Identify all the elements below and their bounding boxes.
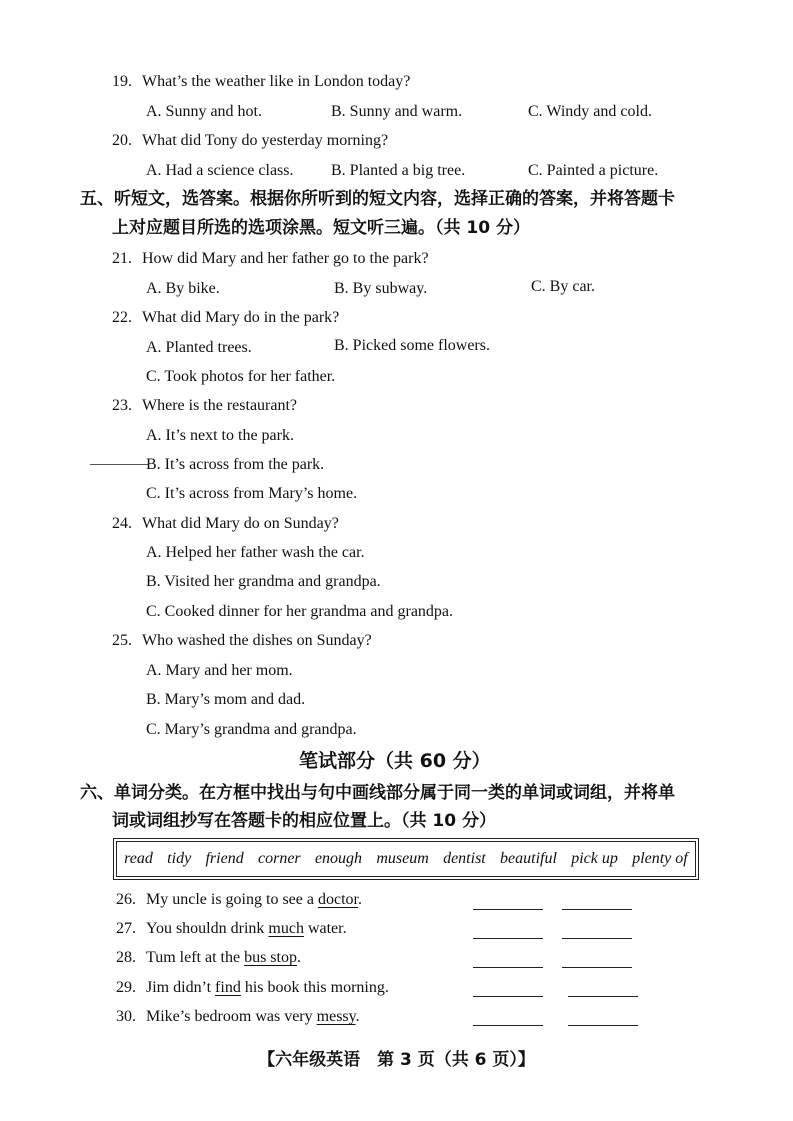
question-text: What’s the weather like in London today?	[142, 73, 411, 90]
underlined-word: much	[268, 920, 304, 937]
word-friend: friend	[205, 850, 244, 867]
sentence-text: .	[296, 949, 301, 966]
sentence-text: Tum left at the	[146, 949, 245, 966]
answer-blank-2[interactable]	[562, 909, 632, 910]
option-b[interactable]: B. It’s across from the park.	[146, 456, 325, 473]
question-number: 24.	[112, 515, 132, 532]
section-5-heading: 五、听短文，选答案。根据你所听到的短文内容，选择正确的答案，并将答题卡	[80, 189, 675, 209]
option-a[interactable]: A. Sunny and hot.	[146, 103, 262, 120]
answer-blank-2[interactable]	[562, 967, 632, 968]
answer-blank-2[interactable]	[568, 1025, 638, 1026]
question-number: 20.	[112, 132, 132, 149]
question-text: Where is the restaurant?	[142, 397, 298, 414]
option-b[interactable]: B. Sunny and warm.	[331, 103, 463, 120]
question-text: What did Mary do in the park?	[142, 309, 340, 326]
stray-mark	[90, 464, 148, 465]
word-museum: museum	[376, 850, 429, 867]
question-number: 19.	[112, 73, 132, 90]
sentence-text: Mike’s bedroom was very	[146, 1008, 317, 1025]
sentence-text: Jim didn’t	[146, 979, 216, 996]
word-beautiful: beautiful	[500, 850, 557, 867]
option-c[interactable]: C. Windy and cold.	[528, 103, 652, 120]
question-22	[112, 308, 339, 328]
written-part-title: 笔试部分（共 60 分）	[299, 750, 491, 772]
section-6-heading: 六、单词分类。在方框中找出与句中画线部分属于同一类的单词或词组，并将单	[80, 783, 675, 803]
option-b[interactable]: B. Mary’s mom and dad.	[146, 691, 306, 708]
option-c[interactable]: C. It’s across from Mary’s home.	[146, 485, 358, 502]
word-corner: corner	[257, 850, 301, 867]
question-29	[116, 978, 389, 998]
option-a[interactable]: A. Planted trees.	[146, 339, 252, 356]
option-a[interactable]: A. Had a science class.	[146, 162, 294, 179]
sentence-text: water.	[303, 920, 347, 937]
option-c[interactable]: C. Mary’s grandma and grandpa.	[146, 721, 357, 738]
question-text: Who washed the dishes on Sunday?	[142, 632, 372, 649]
word-read: read	[124, 850, 153, 867]
word-plenty-of: plenty of	[632, 850, 688, 867]
question-number: 27.	[116, 920, 136, 937]
answer-blank-1[interactable]	[473, 909, 543, 910]
question-28	[116, 948, 301, 968]
question-number: 30.	[116, 1008, 136, 1025]
question-number: 28.	[116, 949, 136, 966]
answer-blank-2[interactable]	[568, 996, 638, 997]
option-c[interactable]: C. Cooked dinner for her grandma and grandpa.	[146, 603, 454, 620]
sentence-text: .	[355, 1008, 360, 1025]
question-text: How did Mary and her father go to the park?	[142, 250, 429, 267]
sentence-text: .	[357, 891, 362, 908]
question-number: 22.	[112, 309, 132, 326]
question-number: 26.	[116, 891, 136, 908]
sentence-text: You shouldn drink	[146, 920, 269, 937]
option-b[interactable]: B. Picked some flowers.	[334, 337, 490, 354]
sentence-text: My uncle is going to see a	[146, 891, 318, 908]
option-b[interactable]: B. Planted a big tree.	[331, 162, 466, 179]
option-b[interactable]: B. By subway.	[334, 280, 428, 297]
question-25	[112, 631, 372, 651]
word-dentist: dentist	[443, 850, 486, 867]
underlined-word: bus stop	[244, 949, 297, 966]
answer-blank-1[interactable]	[473, 938, 543, 939]
question-24	[112, 514, 339, 534]
question-23	[112, 396, 297, 416]
option-c[interactable]: C. Painted a picture.	[528, 162, 659, 179]
question-number: 23.	[112, 397, 132, 414]
question-20	[112, 131, 388, 151]
question-27	[116, 919, 347, 939]
option-a[interactable]: A. Helped her father wash the car.	[146, 544, 365, 561]
word-box	[116, 841, 696, 877]
section-6-heading-cont: 词或词组抄写在答题卡的相应位置上。（共 10 分）	[112, 811, 496, 831]
option-c[interactable]: C. By car.	[531, 278, 595, 295]
question-number: 29.	[116, 979, 136, 996]
section-5-heading-cont: 上对应题目所选的选项涂黑。短文听三遍。（共 10 分）	[112, 218, 530, 238]
underlined-word: messy	[316, 1008, 356, 1025]
question-19	[112, 72, 410, 92]
underlined-word: find	[215, 979, 241, 996]
page-footer: 【六年级英语 第 3 页（共 6 页）】	[258, 1050, 535, 1070]
question-number: 21.	[112, 250, 132, 267]
answer-blank-1[interactable]	[473, 967, 543, 968]
option-c[interactable]: C. Took photos for her father.	[146, 368, 336, 385]
word-tidy: tidy	[167, 850, 192, 867]
question-26	[116, 890, 362, 910]
option-a[interactable]: A. Mary and her mom.	[146, 662, 293, 679]
question-text: What did Mary do on Sunday?	[142, 515, 339, 532]
word-pick-up: pick up	[571, 850, 618, 867]
option-a[interactable]: A. By bike.	[146, 280, 220, 297]
answer-blank-2[interactable]	[562, 938, 632, 939]
sentence-text: his book this morning.	[240, 979, 389, 996]
question-21	[112, 249, 429, 269]
underlined-word: doctor	[317, 891, 358, 908]
answer-blank-1[interactable]	[473, 1025, 543, 1026]
question-text: What did Tony do yesterday morning?	[142, 132, 389, 149]
option-b[interactable]: B. Visited her grandma and grandpa.	[146, 573, 381, 590]
question-30	[116, 1007, 360, 1027]
answer-blank-1[interactable]	[473, 996, 543, 997]
option-a[interactable]: A. It’s next to the park.	[146, 427, 294, 444]
word-enough: enough	[314, 850, 363, 867]
question-number: 25.	[112, 632, 132, 649]
